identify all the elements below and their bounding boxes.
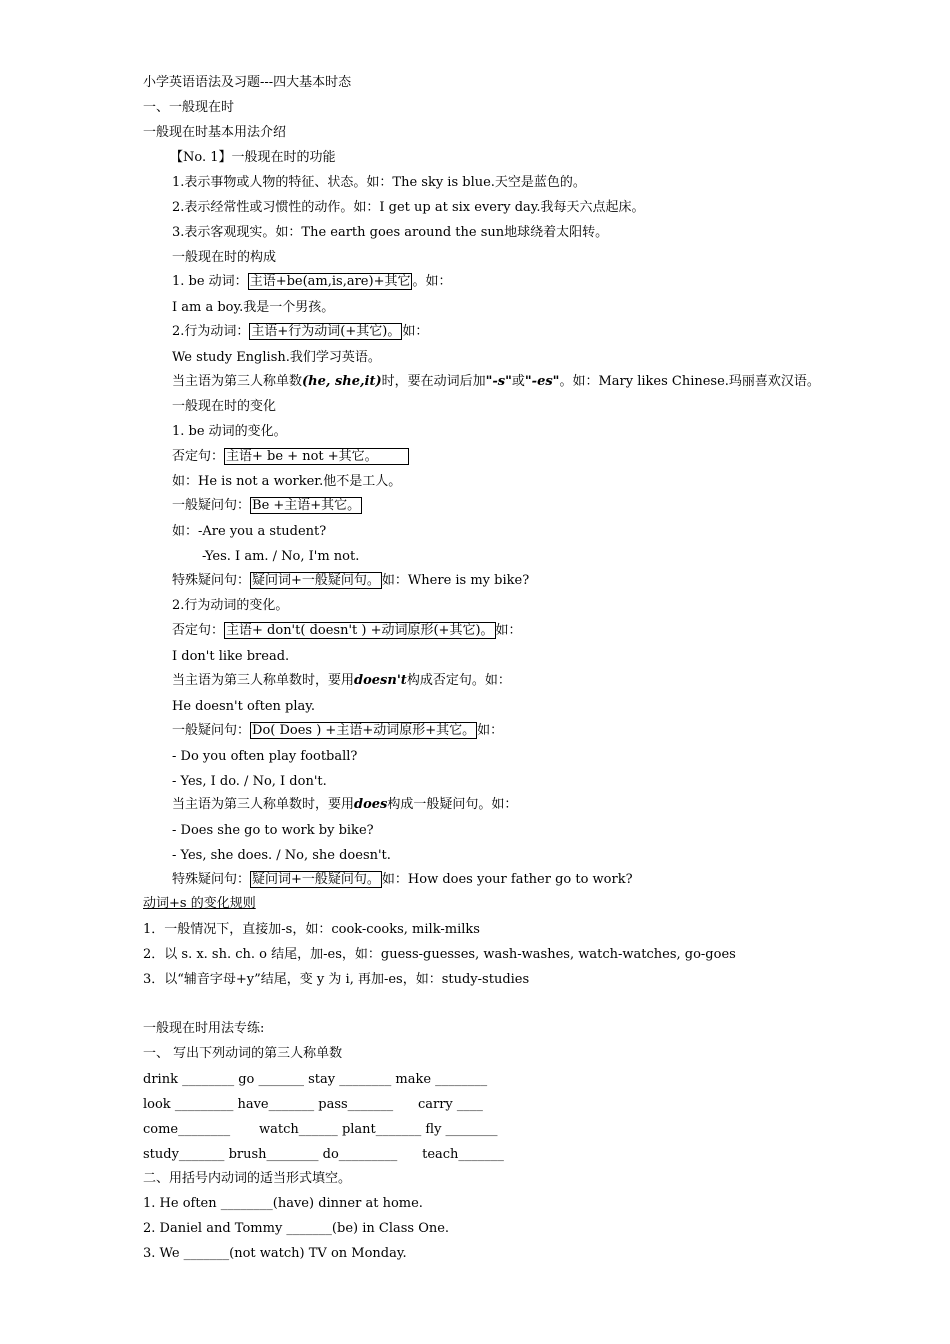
rule-line [172,796,517,814]
emphasis-text: "-es" [524,374,560,389]
example-line: -Yes. I am. / No, I'm not. [202,549,360,564]
text-span: 构成一般疑问句。如： [387,797,518,812]
text-line: 1.表示事物或人物的特征、状态。如：The sky is blue.天空是蓝色的。 [172,175,586,190]
rule-label: 一般疑问句： [172,723,251,738]
emphasis-text: (he, she,it) [302,374,382,389]
rule-line [172,572,529,590]
text-line: 2.行为动词的变化。 [172,598,289,613]
rule-line [172,497,362,515]
exercise-section: 二、用括号内动词的适当形式填空。 [143,1171,352,1186]
text-span: 或 [511,374,525,389]
text-span: 当主语为第三人称单数时，要用 [172,673,355,688]
rule-line [172,273,451,291]
rule-item: 1．一般情况下，直接加-s，如：cook-cooks, milk-milks [143,922,480,937]
rule-line [172,448,409,466]
rule-label: 否定句： [172,449,225,464]
example-line: I don't like bread. [172,649,290,664]
exercise-item: 1. He often ________(have) dinner at home. [143,1196,423,1211]
rule-label: 1. be 动词： [172,274,248,289]
rule-suffix: 如： [477,723,504,738]
subsection-heading: 一般现在时基本用法介绍 [143,125,287,140]
rule-suffix: 如：Where is my bike? [381,573,530,588]
rule-line [172,871,633,889]
rule-suffix: 。如： [412,274,452,289]
example-line: 如：He is not a worker.他不是工人。 [172,474,402,489]
text-line: 3.表示客观现实。如：The earth goes around the sun地球绕着太阳转。 [172,225,609,240]
text-line: 1. be 动词的变化。 [172,424,287,439]
example-line: We study English.我们学习英语。 [172,350,381,365]
example-line: - Yes, I do. / No, I don't. [172,774,327,789]
emphasis-text: does [354,797,388,812]
section-heading: 一、一般现在时 [143,100,235,115]
formula-box: Do( Does ) +主语+动词原形+其它。 [252,723,476,738]
emphasis-text: doesn't [354,673,407,688]
rule-label: 特殊疑问句： [172,872,251,887]
exercise-row: come________ watch______ plant_______ fly ________ [143,1122,498,1137]
formula-box: 疑问词+一般疑问句。 [252,872,380,887]
exercise-section: 一、 写出下列动词的第三人称单数 [143,1046,343,1061]
rule-line [172,622,522,640]
rule-label: 特殊疑问句： [172,573,251,588]
rule-suffix: 如：How does your father go to work? [381,872,633,887]
example-line: He doesn't often play. [172,699,316,714]
text-span: 。如：Mary likes Chinese.玛丽喜欢汉语。 [559,374,820,389]
rule-item: 3．以“辅音字母+y”结尾，变 y 为 i, 再加-es，如：study-studies [143,972,530,987]
formula-box: 主语+be(am,is,are)+其它 [249,274,411,289]
formula-box: 主语+ be + not +其它。 [224,448,409,465]
example-line: - Yes, she does. / No, she doesn't. [172,848,391,863]
example-line: I am a boy.我是一个男孩。 [172,300,335,315]
text-line: 【No. 1】一般现在时的功能 [170,150,336,165]
rule-line [172,672,511,690]
example-line: - Do you often play football? [172,749,358,764]
text-span: 时，要在动词后加 [381,374,486,389]
example-line: - Does she go to work by bike? [172,823,374,838]
rule-line [172,722,503,740]
exercise-item: 2. Daniel and Tommy _______(be) in Class One. [143,1221,450,1236]
text-line: 一般现在时的变化 [172,399,277,414]
rule-label: 一般疑问句： [172,498,251,513]
text-line: 2.表示经常性或习惯性的动作。如：I get up at six every day.我每天六点起床。 [172,200,645,215]
rule-label: 否定句： [172,623,225,638]
underlined-heading: 动词+s 的变化规则 [143,896,256,911]
exercise-item: 3. We _______(not watch) TV on Monday. [143,1246,407,1261]
formula-box: 疑问词+一般疑问句。 [252,573,380,588]
rule-line [172,323,428,341]
text-span: 构成否定句。如： [406,673,511,688]
emphasis-text: "-s" [485,374,512,389]
text-span: 当主语为第三人称单数时，要用 [172,797,355,812]
text-line: 一般现在时的构成 [172,250,277,265]
exercise-row: look _________ have_______ pass_______ carry ____ [143,1097,483,1112]
example-line: 如：-Are you a student? [172,524,327,539]
exercise-row: study_______ brush________ do_________ teach_______ [143,1147,504,1162]
rule-item: 2．以 s. x. sh. ch. o 结尾，加-es，如：guess-guesses, wash-washes, watch-watches, go-goes [143,947,736,962]
rule-suffix: 如： [402,324,429,339]
exercise-heading: 一般现在时用法专练: [143,1021,265,1036]
doc-title: 小学英语语法及习题---四大基本时态 [143,75,352,90]
text-span: 当主语为第三人称单数 [172,374,303,389]
formula-box: 主语+行为动词(+其它)。 [251,324,401,339]
formula-box: Be +主语+其它。 [252,498,361,513]
rule-line [172,373,820,391]
rule-suffix: 如： [495,623,522,638]
formula-box: 主语+ don't( doesn't ) +动词原形(+其它)。 [226,623,494,638]
exercise-row: drink ________ go _______ stay ________ make ________ [143,1072,488,1087]
rule-label: 2.行为动词： [172,324,250,339]
